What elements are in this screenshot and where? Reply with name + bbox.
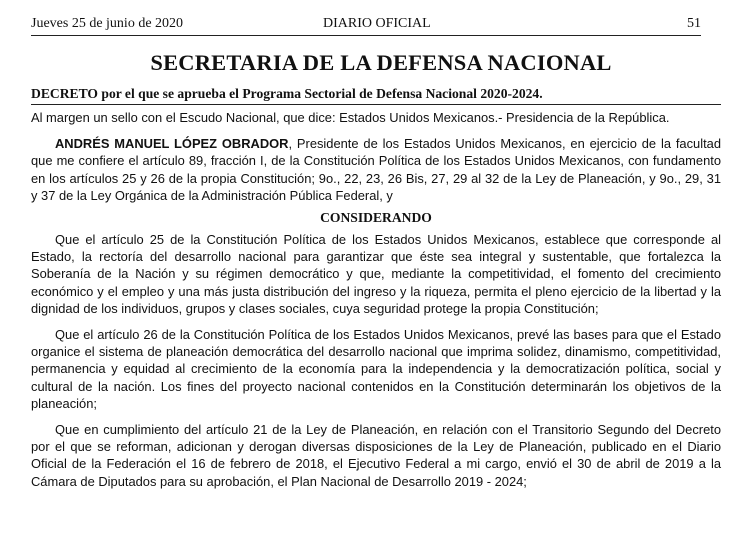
header-date: Jueves 25 de junio de 2020 [31, 16, 184, 31]
running-header [31, 14, 701, 34]
header-publication: DIARIO OFICIAL [323, 16, 431, 31]
preamble-text: , Presidente de los Estados Unidos Mexicanos, en ejercicio de la facultad que me confiere el artículo 89, fracción I, de la Constitución Política de los Estados Unidos Mexicanos, con fundamento en los artículos 25 y 26 de la propia Constitución; 9o., 22, 23, 26 Bis, 27, 29 al 32 de la Ley de Planeación, y 9o., 29, 31 y 37 de la Ley Orgánica de la Administración Pública Federal, y [31, 136, 721, 203]
seal-note: Al margen un sello con el Escudo Nacional, que dice: Estados Unidos Mexicanos.- Presidencia de la República. [31, 110, 670, 125]
header-divider [31, 35, 701, 36]
considerando-paragraph-2: Que el artículo 26 de la Constitución Política de los Estados Unidos Mexicanos, prevé las bases para que el Estado organice el sistema de planeación democrática del desarrollo nacional que imprima solidez, dinamismo, competitividad, permanencia y equidad al crecimiento de la economía para la independencia y la democratización política, social y cultural de la nación. Los fines del proyecto nacional contenidos en la Constitución determinarán los objetivos de la planeación; [31, 327, 721, 411]
header-page-number: 51 [687, 16, 701, 31]
considerando-paragraph-3: Que en cumplimiento del artículo 21 de la Ley de Planeación, en relación con el Transitorio Segundo del Decreto por el que se reforman, adicionan y derogan diversas disposiciones de la Ley de Planeación, publicado en el Diario Oficial de la Federación el 16 de febrero de 2018, el Ejecutivo Federal a mi cargo, envió el 30 de abril de 2019 a la Cámara de Diputados para su aprobación, el Plan Nacional de Desarrollo 2019 - 2024; [31, 422, 721, 489]
considerando-heading: CONSIDERANDO [320, 210, 432, 226]
preamble-paragraph [31, 135, 721, 204]
considerando-paragraph-1: Que el artículo 25 de la Constitución Política de los Estados Unidos Mexicanos, establece que corresponde al Estado, la rectoría del desarrollo nacional para garantizar que éste sea integral y sustentable, que fortalezca la Soberanía de la Nación y su régimen democrático y que, mediante la competitividad, el fomento del crecimiento económico y el empleo y una más justa distribución del ingreso y la riqueza, permita el pleno ejercicio de la libertad y la dignidad de los individuos, grupos y clases sociales, cuya seguridad protege la propia Constitución; [31, 232, 721, 316]
president-name: ANDRÉS MANUEL LÓPEZ OBRADOR [55, 136, 289, 152]
title-divider [31, 104, 721, 105]
decree-title: DECRETO por el que se aprueba el Programa Sectorial de Defensa Nacional 2020-2024. [31, 86, 543, 101]
document-body [31, 109, 721, 490]
secretaria-title: SECRETARIA DE LA DEFENSA NACIONAL [150, 50, 612, 75]
